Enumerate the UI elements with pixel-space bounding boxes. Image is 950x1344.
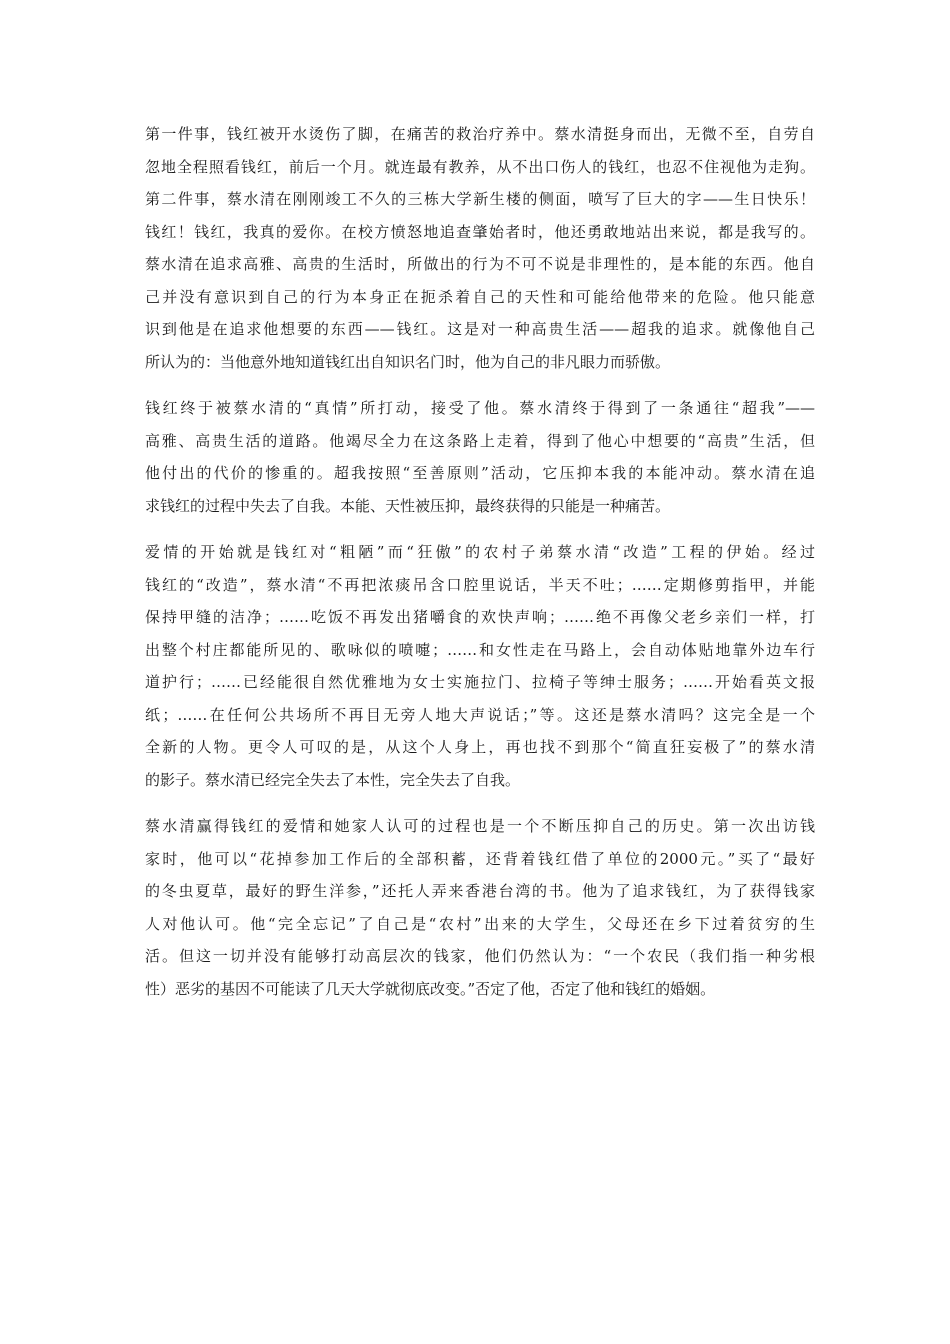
paragraph-4	[145, 810, 815, 1005]
text-line: 人对他认可。他“完全忘记”了自己是“农村”出来的大学生，父母还在乡下过着贫穷的生	[145, 914, 815, 933]
document-body	[145, 118, 815, 1005]
paragraph-3	[145, 536, 815, 796]
text-line: 出整个村庄都能所见的、歌咏似的喷嚏；……和女性走在马路上，会自动体贴地靠外边车行	[145, 640, 815, 659]
text-line: 活。但这一切并没有能够打动高层次的钱家，他们仍然认为：“一个农民（我们指一种劣根	[145, 947, 815, 965]
text-line: 纸；……在任何公共场所不再目无旁人地大声说话；”等。这还是蔡水清吗？这完全是一个	[145, 705, 815, 724]
text-line: 爱情的开始就是钱红对“粗陋”而“狂傲”的农村子弟蔡水清“改造”工程的伊始。经过	[145, 543, 815, 561]
paragraph-2	[145, 392, 815, 522]
text-line: 钱红终于被蔡水清的“真情”所打动，接受了他。蔡水清终于得到了一条通往“超我”——	[145, 399, 815, 417]
text-line: 识到他是在追求他想要的东西——钱红。这是对一种高贵生活——超我的追求。就像他自己	[145, 320, 815, 338]
paragraph-spacer	[145, 378, 815, 392]
text-line: 全新的人物。更令人可叹的是，从这个人身上，再也找不到那个“简直狂妄极了”的蔡水清	[145, 738, 815, 756]
text-line: 第一件事，钱红被开水烫伤了脚，在痛苦的救治疗养中。蔡水清挺身而出，无微不至，自劳自	[145, 125, 815, 143]
text-line: 的影子。蔡水清已经完全失去了本性，完全失去了自我。	[145, 770, 521, 789]
text-line: 道护行；……已经能很自然优雅地为女士实施拉门、拉椅子等绅士服务；……开始看英文报	[145, 673, 815, 691]
text-line: 第二件事，蔡水清在刚刚竣工不久的三栋大学新生楼的侧面，喷写了巨大的字——生日快乐！	[145, 190, 815, 208]
text-line: 的冬虫夏草，最好的野生洋参，”还托人弄来香港台湾的书。他为了追求钱红，为了获得钱家	[145, 882, 815, 900]
text-line: 钱红！钱红，我真的爱你。在校方愤怒地追查肇始者时，他还勇敢地站出来说，都是我写的。	[145, 222, 815, 241]
text-line: 所认为的：当他意外地知道钱红出自知识名门时，他为自己的非凡眼力而骄傲。	[145, 352, 671, 371]
text-line: 蔡水清赢得钱红的爱情和她家人认可的过程也是一个不断压抑自己的历史。第一次出访钱	[145, 817, 815, 835]
paragraph-spacer	[145, 522, 815, 536]
text-line: 保持甲缝的洁净；……吃饭不再发出猪嚼食的欢快声响；……绝不再像父老乡亲们一样，打	[145, 608, 815, 626]
text-line: 求钱红的过程中失去了自我。本能、天性被压抑，最终获得的只能是一种痛苦。	[145, 496, 671, 515]
text-line: 家时，他可以“花掉参加工作后的全部积蓄，还背着钱红借了单位的2000元。”买了“最好	[145, 849, 815, 868]
paragraph-1	[145, 118, 815, 378]
text-line: 他付出的代价的惨重的。超我按照“至善原则”活动，它压抑本我的本能冲动。蔡水清在追	[145, 464, 815, 482]
text-line: 己并没有意识到自己的行为本身正在扼杀着自己的天性和可能给他带来的危险。他只能意	[145, 287, 815, 306]
text-line: 忽地全程照看钱红，前后一个月。就连最有教养，从不出口伤人的钱红，也忍不住视他为走狗。	[145, 157, 815, 176]
text-line: 钱红的“改造”，蔡水清“不再把浓痰吊含口腔里说话，半天不吐；……定期修剪指甲，并能	[145, 575, 815, 594]
text-line: 高雅、高贵生活的道路。他竭尽全力在这条路上走着，得到了他心中想要的“高贵”生活，但	[145, 431, 815, 450]
text-line: 性）恶劣的基因不可能读了几天大学就彻底改变。”否定了他，否定了他和钱红的婚姻。	[145, 979, 716, 998]
text-line: 蔡水清在追求高雅、高贵的生活时，所做出的行为不可不说是非理性的，是本能的东西。他自	[145, 255, 815, 273]
paragraph-spacer	[145, 796, 815, 810]
